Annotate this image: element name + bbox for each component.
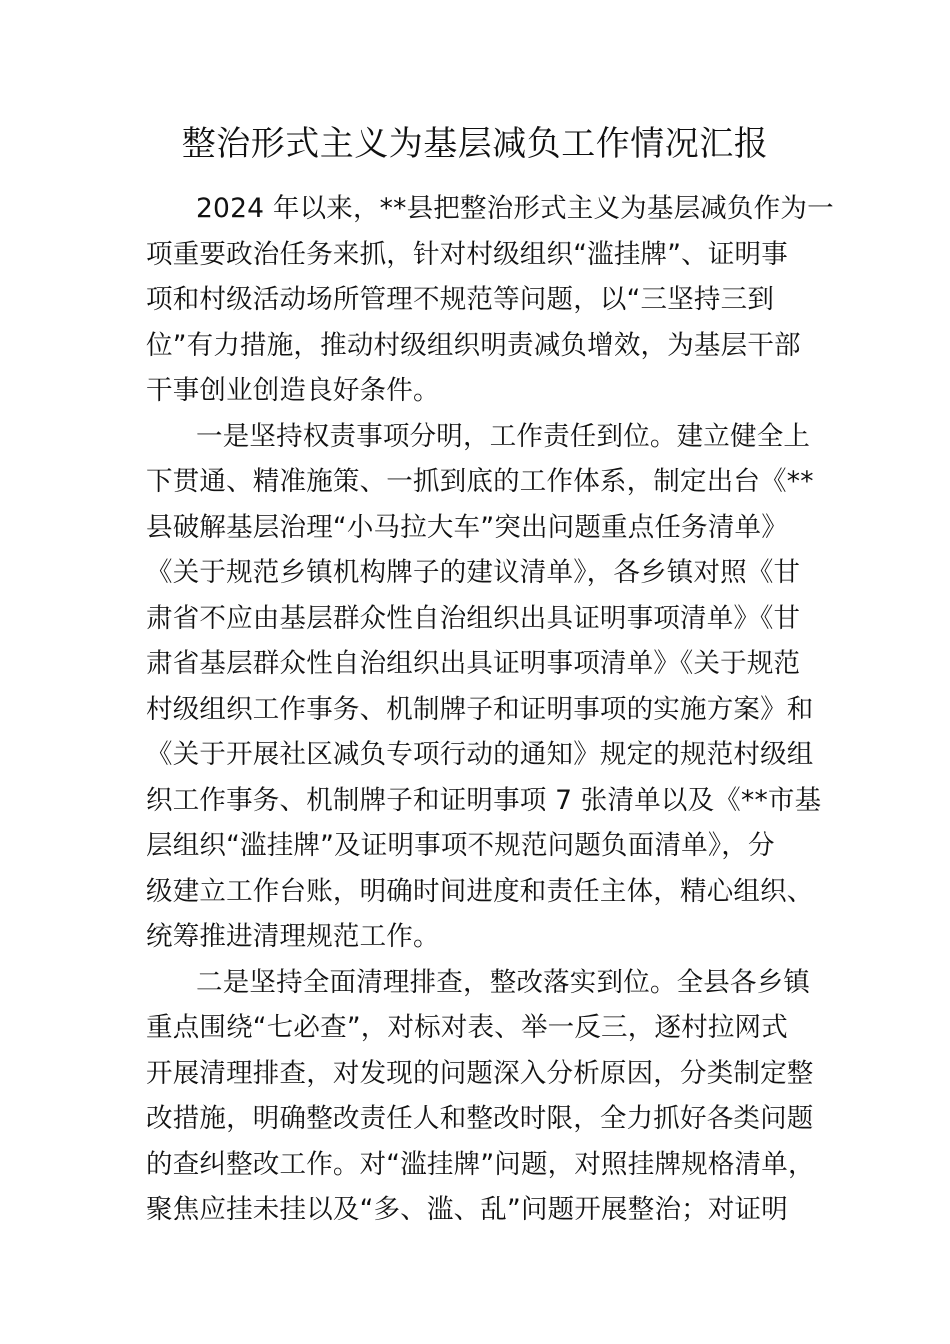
body-text-line: 《关于规范乡镇机构牌子的建议清单》，各乡镇对照《甘 xyxy=(146,557,801,588)
body-text-line: 织工作事务、机制牌子和证明事项 7 张清单以及《**市基 xyxy=(146,784,822,816)
body-text-line: 一是坚持权责事项分明，工作责任到位。建立健全上 xyxy=(196,420,811,452)
body-text-line: 统筹推进清理规范工作。 xyxy=(146,921,440,952)
body-text-line: 村级组织工作事务、机制牌子和证明事项的实施方案》和 xyxy=(146,693,814,725)
body-text-line: 2024 年以来，**县把整治形式主义为基层减负作为一 xyxy=(196,193,834,224)
body-text-line: 聚焦应挂未挂以及“多、滥、乱”问题开展整治；对证明 xyxy=(146,1194,788,1225)
body-text-line: 项和村级活动场所管理不规范等问题，以“三坚持三到 xyxy=(146,284,775,315)
body-text-line: 肃省基层群众性自治组织出具证明事项清单》《关于规范 xyxy=(146,648,801,679)
body-text-line: 项重要政治任务来抓，针对村级组织“滥挂牌”、证明事 xyxy=(146,238,788,270)
body-text-line: 开展清理排查，对发现的问题深入分析原因，分类制定整 xyxy=(146,1057,814,1089)
body-text-line: 级建立工作台账，明确时间进度和责任主体，精心组织、 xyxy=(146,875,814,907)
body-text-line: 干事创业创造良好条件。 xyxy=(146,375,440,406)
document-body xyxy=(146,186,834,1233)
body-text-line: 重点围绕“七必查”，对标对表、举一反三，逐村拉网式 xyxy=(146,1012,788,1043)
body-text-line: 二是坚持全面清理排查，整改落实到位。全县各乡镇 xyxy=(196,966,811,998)
body-text-line: 层组织“滥挂牌”及证明事项不规范问题负面清单》，分 xyxy=(146,830,775,861)
body-text-line: 《关于开展社区减负专项行动的通知》规定的规范村级组 xyxy=(146,739,814,770)
document-title: 整治形式主义为基层减负工作情况汇报 xyxy=(181,124,769,164)
body-text-line: 改措施，明确整改责任人和整改时限，全力抓好各类问题 xyxy=(146,1103,814,1134)
body-text-line: 位”有力措施，推动村级组织明责减负增效，为基层干部 xyxy=(146,329,801,361)
body-text-line: 的查纠整改工作。对“滥挂牌”问题，对照挂牌规格清单， xyxy=(146,1148,815,1180)
body-text-line: 县破解基层治理“小马拉大车”突出问题重点任务清单》 xyxy=(146,511,788,543)
body-text-line: 肃省不应由基层群众性自治组织出具证明事项清单》《甘 xyxy=(146,602,801,634)
body-text-line: 下贯通、精准施策、一抓到底的工作体系，制定出台《** xyxy=(146,466,814,497)
